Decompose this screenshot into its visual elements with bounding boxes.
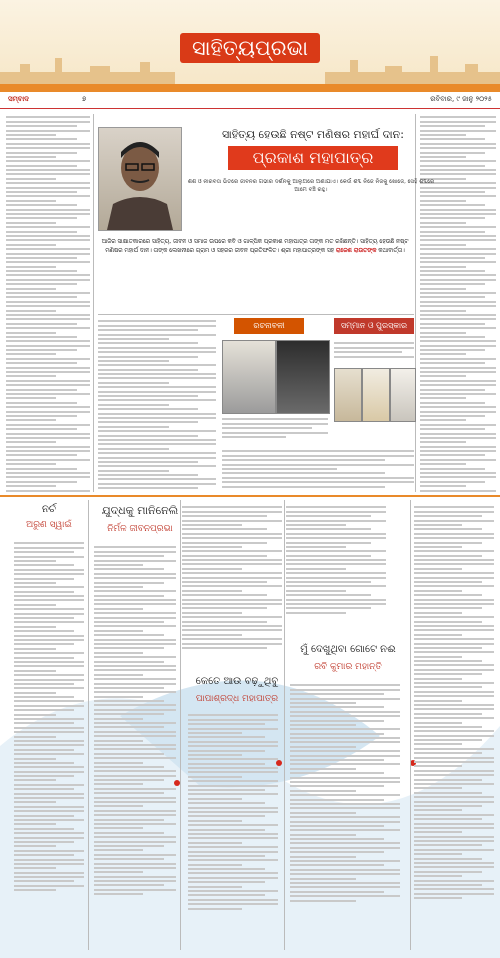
column-divider	[284, 500, 285, 950]
poem-title: କେତେ ଆଉ ବଢ଼ୁଥିବୁ	[195, 676, 279, 687]
poem-text	[290, 682, 400, 944]
column-divider	[415, 114, 416, 492]
book-cover	[222, 340, 276, 414]
dateline	[0, 93, 500, 109]
poet-name: ପାପାଶ୍ରଦ୍ଧ ମହାପାତ୍ର	[195, 694, 279, 704]
interview-bottom-strip	[222, 448, 414, 492]
byline-tail: କଥାବାର୍ତ୍ତା।	[378, 247, 405, 254]
section-divider	[98, 314, 414, 315]
masthead-logo: ସମ୍ବାଦ	[8, 95, 29, 103]
page-banner	[0, 0, 500, 92]
poet-name: ରବି କୁମାର ମହାନ୍ତି	[314, 662, 382, 672]
book-cover	[334, 368, 362, 422]
byline: ରାଜେଶ ରାଉତଙ୍କ	[335, 247, 377, 254]
interview-lower-column	[98, 318, 216, 492]
works-list	[222, 416, 328, 446]
issue-date: ରବିବାର, ୯ ଜାନୁ ୨୦୨୫	[430, 95, 492, 103]
poet-name: ଅରୁଣ ସ୍ୱାଇଁ	[26, 520, 72, 530]
book-cover	[390, 368, 416, 422]
portrait-illustration	[99, 128, 181, 230]
poem-text	[14, 540, 84, 945]
awards-box-title: ସମ୍ମାନ ଓ ପୁରସ୍କାର	[334, 318, 414, 334]
interview-left-column	[6, 114, 90, 492]
poem-text	[188, 712, 278, 944]
feature-intro: ଶଶ ଓ ନୀରବତା ଭିତରେ ଜୀବନର ଗଭୀର ଦର୍ଶନକୁ ଆଲୁଅରେ ଅଣାଯାଏ। କେଉଁ ଶବ୍ଦ ନିଜେ ନିଜକୁ ଖୋଜେ, ସେହି ଶବ୍ଦରେ ଆମେ ବଞ୍ଚି ରହୁ।	[187, 179, 435, 193]
banner-bar	[0, 84, 500, 92]
poem-title: ନର୍ଚ	[42, 504, 56, 515]
column-divider	[93, 114, 94, 492]
feature-body	[100, 238, 410, 255]
feature-body-text: ଆଜିର ସାକ୍ଷାତକାରରେ ସାହିତ୍ୟ, ଜୀବନ ଓ ସମାଜ ଉପରେ କବି ଓ ଗାଳ୍ପିକ ପ୍ରକାଶ ମହାପାତ୍ର ତାଙ୍କ ମତ ରଖିଛନ୍ତି। ସାହିତ୍ୟ ହେଉଛି ନଷ୍ଟ ମଣିଷର ମହାର୍ଘ ଦାନ। ତାଙ୍କ ଲେଖନୀରେ ଗ୍ରାମ ଓ ସହରର ଜୀବନ ପ୍ରତିଫଳିତ। ଶ୍ରୀ ମହାପାତ୍ରଙ୍କ ସହ	[101, 239, 409, 254]
book-cover	[362, 368, 390, 422]
poem-text	[94, 544, 176, 944]
poem-text	[414, 504, 494, 944]
awards-list	[334, 340, 414, 364]
interview-right-column	[420, 114, 496, 492]
column-divider	[88, 500, 89, 950]
author-portrait	[98, 127, 182, 231]
column-divider	[410, 500, 411, 950]
column-divider	[180, 500, 181, 950]
bullet-dot	[276, 760, 282, 766]
works-box-title: ରଚନାବଳୀ	[234, 318, 304, 334]
poem-title: ଯୁଦ୍ଧକୁ ମାନିନେଲି	[101, 504, 179, 517]
page-number: ୭	[82, 95, 87, 103]
poem-text	[286, 504, 386, 634]
poem-text	[182, 504, 282, 672]
poem-title: ମୁଁ ଦେଖୁଥିବା ଗୋଟେ ନଈ	[300, 644, 396, 655]
author-name-banner: ପ୍ରକାଶ ମହାପାତ୍ର	[228, 146, 398, 170]
section-title: ସାହିତ୍ୟପ୍ରଭା	[180, 33, 320, 63]
feature-headline: ସାହିତ୍ୟ ହେଉଛି ନଷ୍ଟ ମଣିଷର ମହାର୍ଘ ଦାନ:	[222, 128, 404, 141]
book-cover	[276, 340, 330, 414]
poet-name: ନିର୍ମଳ ଜୀବନପ୍ରଭା	[107, 524, 173, 534]
